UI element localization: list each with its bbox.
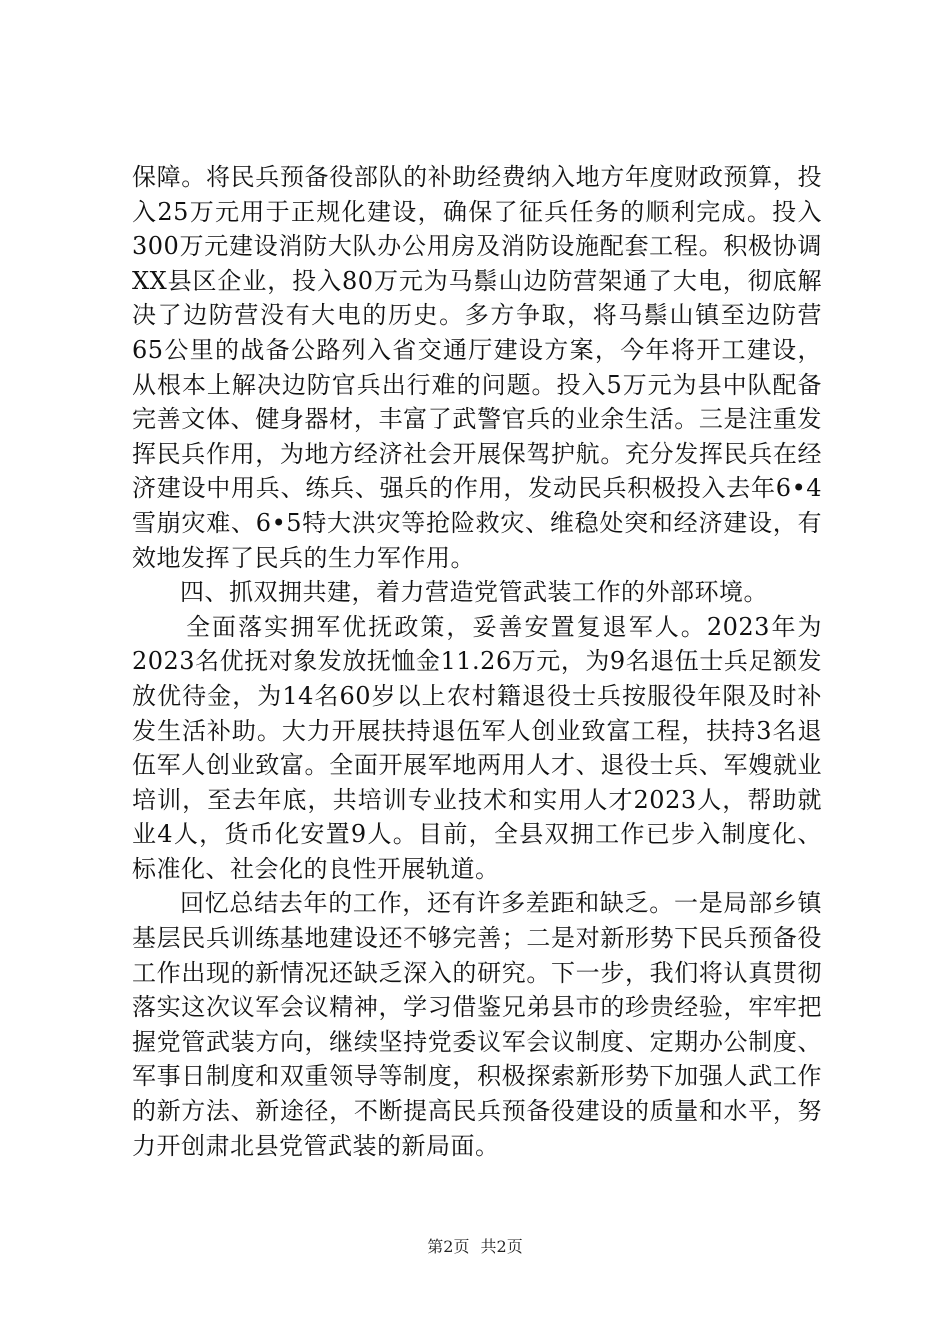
page-footer: [0, 1234, 950, 1257]
paragraph-summary: 回忆总结去年的工作，还有许多差距和缺乏。一是局部乡镇基层民兵训练基地建设还不够完善；二是对新形势下民兵预备役工作出现的新情况还缺乏深入的研究。下一步，我们将认真贯彻落实这次议军会议精神，学习借鉴兄弟县市的珍贵经验，牢牢把握党管武装方向，继续坚持党委议军会议制度、定期办公制度、军事日制度和双重领导等制度，积极探索新形势下加强人武工作的新方法、新途径，不断提高民兵预备役建设的质量和水平，努力开创肃北县党管武装的新局面。: [132, 889, 822, 1160]
section-heading-four: 四、抓双拥共建，着力营造党管武装工作的外部环境。: [180, 578, 768, 607]
paragraph-veteran-support: 全面落实拥军优抚政策，妥善安置复退军人。2023年为2023名优抚对象发放抚恤金11.26万元，为9名退伍士兵足额发放优待金，为14名60岁以上农村籍退役士兵按服役年限及时补发生活补助。大力开展扶持退伍军人创业致富工程，扶持3名退伍军人创业致富。全面开展军地两用人才、退役士兵、军嫂就业培训，至去年底，共培训专业技术和实用人才2023人，帮助就业4人，货币化安置9人。目前，全县双拥工作已步入制度化、标准化、社会化的良性开展轨道。: [132, 612, 822, 883]
document-body: [132, 160, 822, 1163]
page-total: 共2页: [480, 1237, 523, 1256]
page-number: 第2页: [427, 1237, 470, 1256]
paragraph-militia-funding: 保障。将民兵预备役部队的补助经费纳入地方年度财政预算，投入25万元用于正规化建设，确保了征兵任务的顺利完成。投入300万元建设消防大队办公用房及消防设施配套工程。积极协调XX县区企业，投入80万元为马鬃山边防营架通了大电，彻底解决了边防营没有大电的历史。多方争取，将马鬃山镇至边防营65公里的战备公路列入省交通厅建设方案，今年将开工建设，从根本上解决边防官兵出行难的问题。投入5万元为县中队配备完善文体、健身器材，丰富了武警官兵的业余生活。三是注重发挥民兵作用，为地方经济社会开展保驾护航。充分发挥民兵在经济建设中用兵、练兵、强兵的作用，发动民兵积极投入去年6•4雪崩灾难、6•5特大洪灾等抢险救灾、维稳处突和经济建设，有效地发挥了民兵的生力军作用。: [132, 163, 822, 572]
